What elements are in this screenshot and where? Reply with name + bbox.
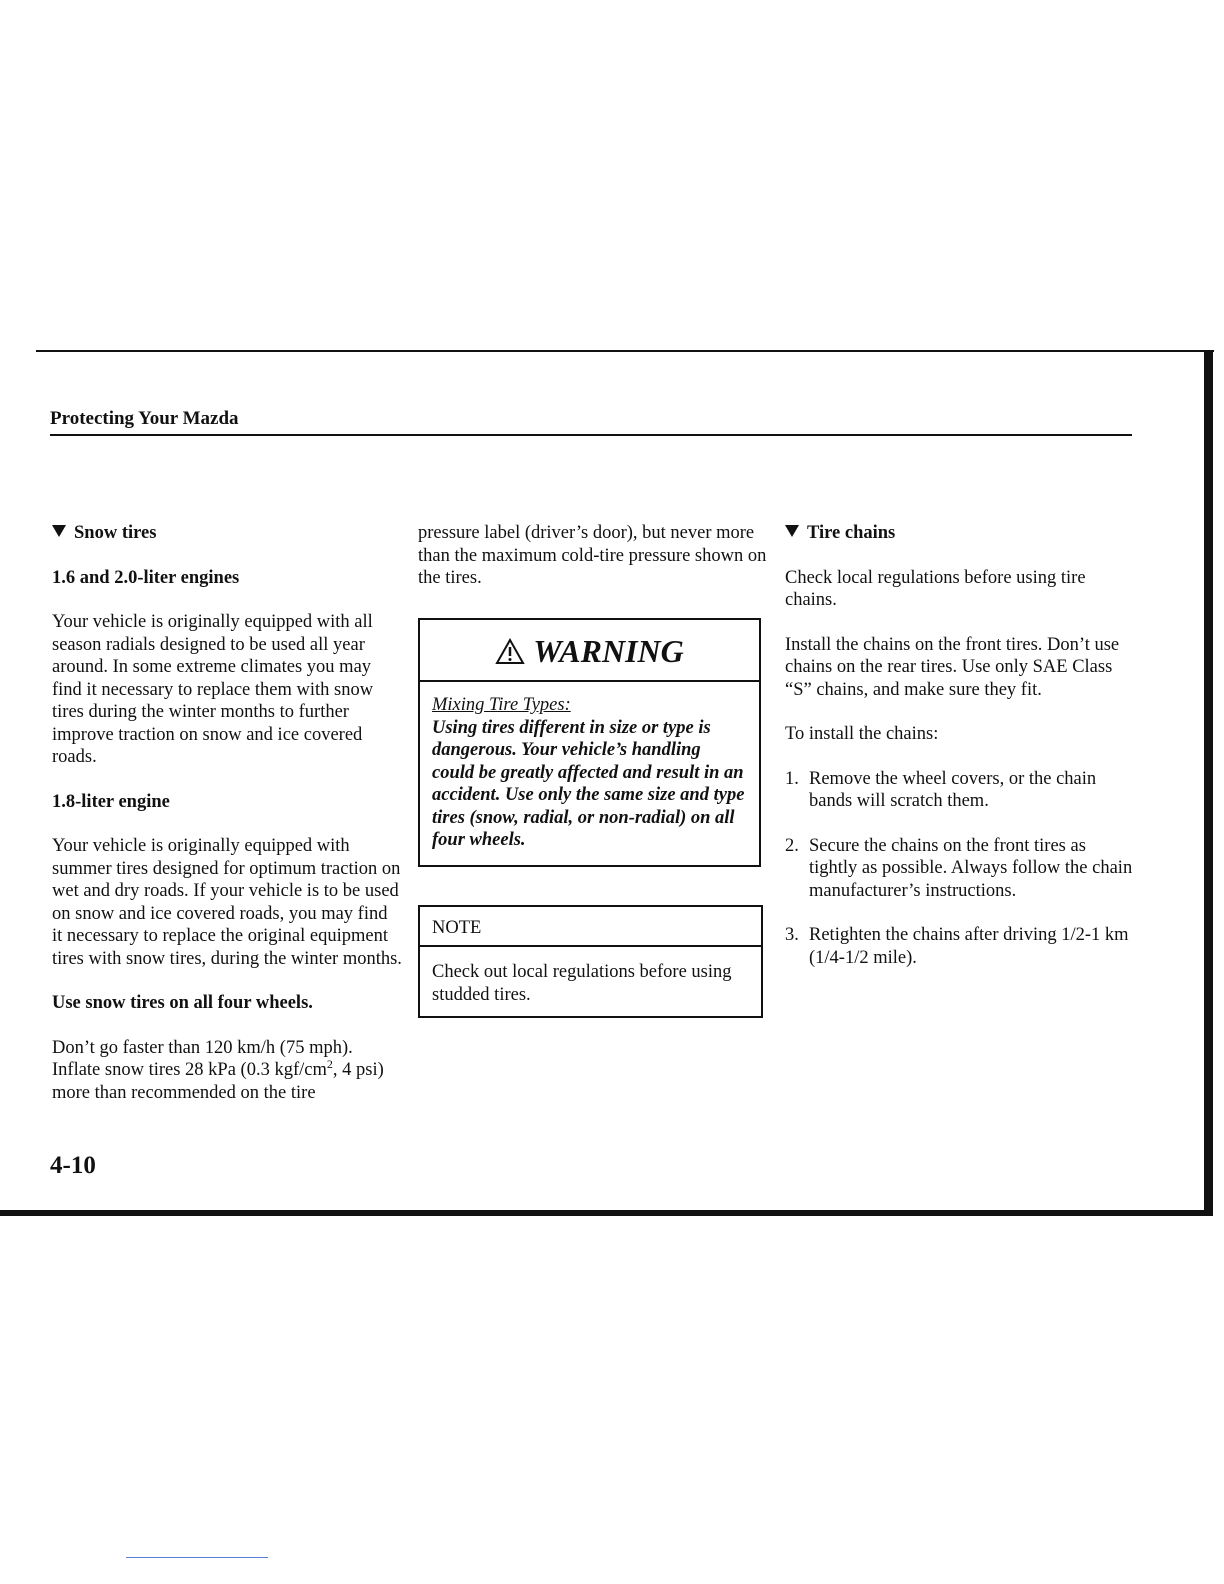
- subheading-1-8-engine: 1.8-liter engine: [52, 791, 170, 812]
- bold-line-four-wheels: Use snow tires on all four wheels.: [52, 993, 313, 1013]
- paragraph-check-regulations: Check local regulations before using tire chains.: [785, 567, 1086, 610]
- note-heading: NOTE: [420, 907, 761, 947]
- down-triangle-icon: [52, 525, 66, 537]
- warning-box: [418, 618, 761, 867]
- top-rule: [36, 350, 1214, 352]
- list-item: 2. Secure the chains on the front tires as tightly as possible. Always follow the chain manufacturer’s instructions.: [785, 835, 1133, 901]
- list-item: 3. Retighten the chains after driving 1/2-1 km (1/4-1/2 mile).: [785, 925, 1129, 968]
- list-item: 1. Remove the wheel covers, or the chain bands will scratch them.: [785, 768, 1097, 811]
- paragraph-pressure-label: pressure label (driver’s door), but never more than the maximum cold-tire pressure shown on the tires.: [418, 523, 767, 588]
- header-rule: [50, 434, 1132, 436]
- install-steps-list: [785, 768, 1135, 970]
- page-header-title: Protecting Your Mazda: [50, 408, 239, 429]
- bottom-rule: [0, 1210, 1213, 1216]
- section-heading-tire-chains: Tire chains: [785, 522, 1135, 545]
- footer-blue-line: [126, 1557, 268, 1558]
- column-tire-chains: [785, 522, 1135, 991]
- warning-heading: WARNING: [420, 620, 759, 682]
- warning-text: Using tires different in size or type is dangerous. Your vehicle’s handling could be greatly affected and result in an accident. Use only the same size and type tires (snow, radial, or non-radial) on all four wheels.: [432, 717, 745, 850]
- column-snow-tires: [52, 522, 402, 1126]
- section-heading-snow-tires: Snow tires: [52, 522, 402, 545]
- subheading-1-6-2-0-engines: 1.6 and 2.0-liter engines: [52, 567, 240, 588]
- paragraph-speed-inflation: Don’t go faster than 120 km/h (75 mph). Inflate snow tires 28 kPa (0.3 kgf/$cm^2$, 4 psi) more than recommended on the tire: [52, 1037, 384, 1103]
- warning-body: [420, 682, 759, 852]
- paragraph-install-front: Install the chains on the front tires. Don’t use chains on the rear tires. Use only SAE Class “S” chains, and make sure they fit.: [785, 634, 1120, 700]
- note-box: [418, 905, 763, 1018]
- paragraph-summer-tires: Your vehicle is originally equipped with summer tires designed for optimum traction on wet and dry roads. If your vehicle is to be used on snow and ice covered roads, you may find it necessary to replace the original equipment tires with snow tires, during the winter months.: [52, 836, 402, 969]
- note-text: Check out local regulations before using studded tires.: [432, 962, 732, 1005]
- paragraph-all-season: Your vehicle is originally equipped with all season radials designed to be used all year around. In some extreme climates you may find it necessary to replace them with snow tires during the winter months to further improve traction on snow and ice covered roads.: [52, 612, 374, 767]
- right-edge-bar: [1204, 350, 1213, 1216]
- paragraph-to-install: To install the chains:: [785, 724, 939, 744]
- warning-title: Mixing Tire Types:: [432, 695, 571, 715]
- warning-triangle-icon: [495, 638, 525, 665]
- page-number: 4-10: [50, 1152, 96, 1179]
- down-triangle-icon: [785, 525, 799, 537]
- column-middle: [418, 522, 768, 612]
